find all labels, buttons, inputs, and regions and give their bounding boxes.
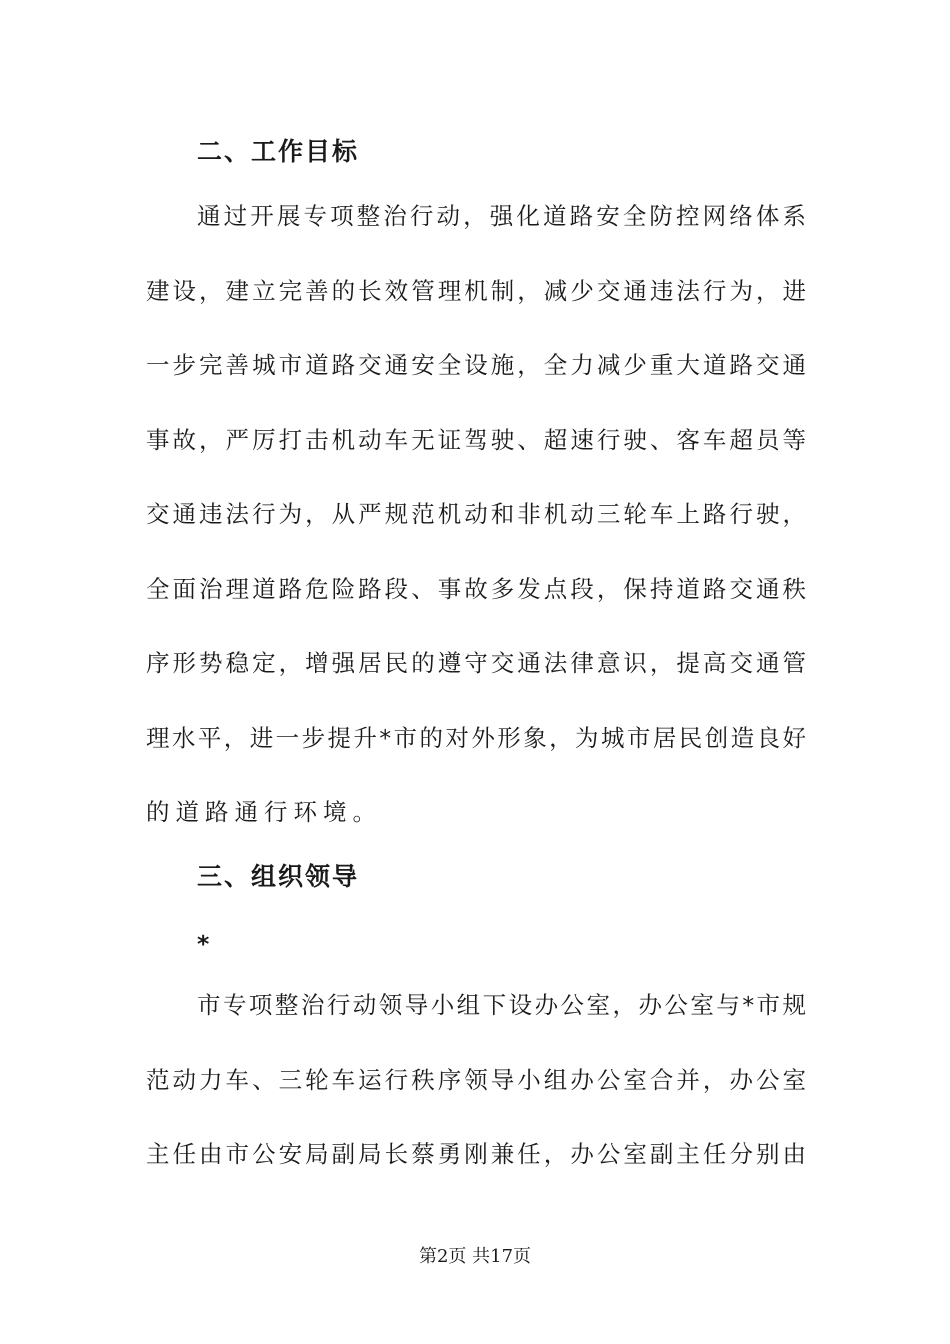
section-heading-goals: 二、工作目标 <box>197 137 360 166</box>
paragraph-line: 主任由市公安局副局长蔡勇刚兼任，办公室副主任分别由 <box>146 1140 806 1168</box>
paragraph-line: 理水平，进一步提升*市的对外形象，为城市居民创造良好 <box>146 724 806 752</box>
paragraph-line: 一步完善城市道路交通安全设施，全力减少重大道路交通 <box>146 351 806 379</box>
paragraph-line: 范动力车、三轮车运行秩序领导小组办公室合并，办公室 <box>146 1066 806 1094</box>
paragraph-line: 通过开展专项整治行动，强化道路安全防控网络体系 <box>197 202 806 230</box>
placeholder-star: * <box>197 930 210 958</box>
paragraph-line: 市专项整治行动领导小组下设办公室，办公室与*市规 <box>197 991 806 1019</box>
paragraph-line: 交通违法行为，从严规范机动和非机动三轮车上路行驶， <box>146 500 806 528</box>
paragraph-line: 全面治理道路危险路段、事故多发点段，保持道路交通秩 <box>146 575 806 603</box>
paragraph-line: 的道路通行环境。 <box>146 798 382 826</box>
paragraph-line: 序形势稳定，增强居民的遵守交通法律意识，提高交通管 <box>146 649 806 677</box>
paragraph-line: 建设，建立完善的长效管理机制，减少交通违法行为，进 <box>146 277 806 305</box>
page-number-footer: 第2页 共17页 <box>418 1246 532 1267</box>
section-heading-organization: 三、组织领导 <box>197 862 360 891</box>
paragraph-line: 事故，严厉打击机动车无证驾驶、超速行驶、客车超员等 <box>146 426 806 454</box>
